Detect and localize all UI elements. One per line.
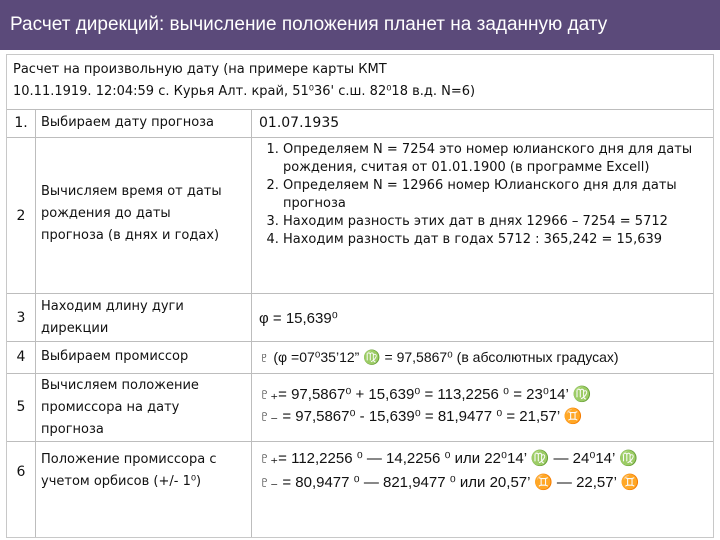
arc-length: φ = 15,639⁰	[259, 310, 338, 327]
forecast-date: 01.07.1935	[259, 115, 340, 131]
row-label-line: прогноза	[41, 422, 104, 437]
slide-body	[6, 54, 714, 538]
row-divider	[7, 373, 713, 374]
row-divider	[7, 341, 713, 342]
row-divider	[7, 109, 713, 110]
row-label-line: дирекции	[41, 321, 109, 336]
step-item: 2. Определяем N = 12966 номер Юлианского дня для даты прогноза	[283, 177, 720, 213]
row-divider	[7, 137, 713, 138]
column-divider	[251, 109, 252, 537]
promissor-plus: ♇₊= 97,5867⁰ + 15,639⁰ = 113,2256 ⁰ = 23⁰14’ ♍	[259, 386, 592, 403]
step-item: 3. Находим разность этих дат в днях 12966 – 7254 = 5712	[283, 213, 720, 231]
row-number: 4	[16, 349, 26, 365]
row-divider	[7, 441, 713, 442]
row-number: 5	[16, 399, 26, 415]
step-item: 4. Находим разность дат в годах 5712 : 365,242 = 15,639	[283, 231, 720, 249]
calculation-steps	[257, 141, 720, 249]
row-label-line: учетом орбисов (+/- 1⁰)	[41, 474, 202, 489]
orbis-minus: ♇₋ = 80,9477 ⁰ — 821,9477 ⁰ или 20,57’ ♊ — 22,57’ ♊	[259, 474, 640, 491]
row-label-line: прогноза (в днях и годах)	[41, 228, 220, 243]
promissor-minus: ♇₋ = 97,5867⁰ - 15,639⁰ = 81,9477 ⁰ = 21,57’ ♊	[259, 408, 583, 425]
intro-line-1: Расчет на произвольную дату (на примере карты КМТ	[13, 62, 387, 77]
row-divider	[7, 293, 713, 294]
row-number: 6	[16, 464, 26, 480]
column-divider	[35, 109, 36, 537]
row-label-line: промиссора на дату	[41, 400, 180, 415]
row-label: Выбираем промиссор	[41, 349, 189, 364]
row-number: 1.	[14, 115, 28, 131]
row-label-line: рождения до даты	[41, 206, 171, 221]
orbis-plus: ♇₊= 112,2256 ⁰ — 14,2256 ⁰ или 22⁰14’ ♍ — 24⁰14’ ♍	[259, 450, 638, 467]
promissor-value: ♇ (φ =07⁰35’12” ♍ = 97,5867⁰ (в абсолютных градусах)	[259, 349, 619, 365]
intro-line-2: 10.11.1919. 12:04:59 с. Курья Алт. край, 51⁰36' с.ш. 82⁰18 в.д. N=6)	[13, 84, 476, 99]
row-label-line: Вычисляем время от даты	[41, 184, 222, 199]
row-label: Выбираем дату прогноза	[41, 115, 215, 130]
row-number: 3	[16, 310, 26, 326]
row-label-line: Находим длину дуги	[41, 299, 184, 314]
slide-title: Расчет дирекций: вычисление положения планет на заданную дату	[0, 0, 720, 50]
row-label-line: Вычисляем положение	[41, 378, 199, 393]
step-item: 1. Определяем N = 7254 это номер юлианского дня для даты рождения, считая от 01.01.1900 (в программе Excell)	[283, 141, 720, 177]
row-number: 2	[16, 208, 26, 224]
row-label-line: Положение промиссора с	[41, 452, 217, 467]
